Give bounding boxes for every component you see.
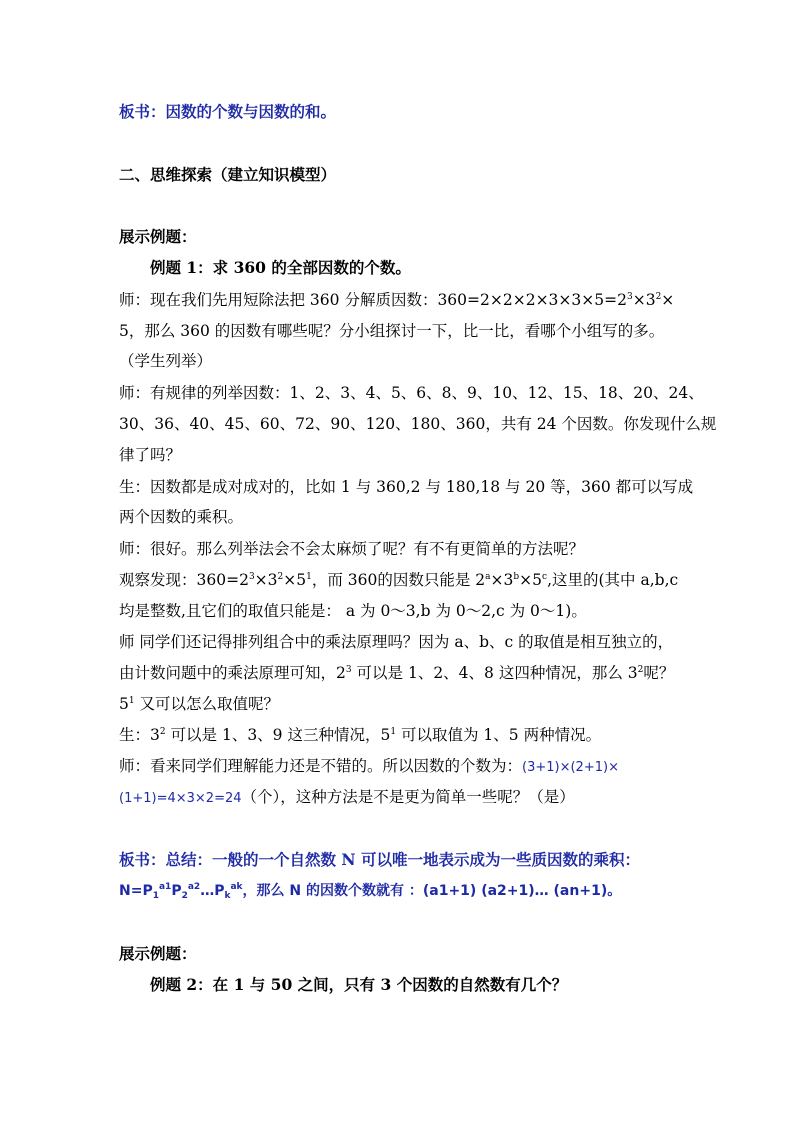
paragraph-line: 师：现在我们先用短除法把 360 分解质因数：$360=2\times 2\times 2\times 3\times 3\times 5=2^3\times 3^2\times$ <box>119 291 675 309</box>
board-heading: 板书：因数的个数与因数的和。 <box>119 102 337 121</box>
section-title: 二、思维探索（建立知识模型） <box>119 165 337 184</box>
summary-heading: 板书：总结：一般的一个自然数 N 可以唯一地表示成为一些质因数的乘积： <box>119 850 640 869</box>
paragraph-line: 5，那么 360 的因数有哪些呢？分小组探讨一下，比一比，看哪个小组写的多。 <box>119 322 665 340</box>
paragraph-line: 两个因数的乘积。 <box>119 508 244 526</box>
paragraph-line: 生：因数都是成对成对的，比如 1 与 360,2 与 180,18 与 20 等，360 都可以写成 <box>119 478 694 496</box>
paragraph-line: 师：有规律的列举因数：1、2、3、4、5、6、8、9、10、12、15、18、20、24、 <box>119 384 704 402</box>
paragraph-line: (1+1)=4×3×2=24（个），这种方法是不是更为简单一些呢？（是） <box>119 788 575 806</box>
paragraph-line: 均是整数,且它们的取值只能是： a 为 0～3,b 为 0～2,c 为 0～1)。 <box>119 602 587 620</box>
paragraph-line: 观察发现：$360=2^3\times 3^2\times 5^1$，而 360的因数只能是 $2^a\times 3^b\times 5^c$,这里的(其中 a,b,c <box>119 571 679 589</box>
example-2: 例题 2：在 1 与 50 之间，只有 3 个因数的自然数有几个？ <box>150 975 568 994</box>
example-label: 展示例题： <box>119 944 197 963</box>
paragraph-line: 由计数问题中的乘法原理可知，$2^3$ 可以是 1、2、4、8 这四种情况，那么 $3^2$呢？ <box>119 664 675 682</box>
example-1: 例题 1：求 360 的全部因数的个数。 <box>150 258 411 277</box>
paragraph-line: 律了吗？ <box>119 446 182 464</box>
example-label: 展示例题： <box>119 227 197 246</box>
paragraph-line: $5^1$ 又可以怎么取值呢？ <box>119 695 280 713</box>
paragraph-line: 师：看来同学们理解能力还是不错的。所以因数的个数为：(3+1)×(2+1)× <box>119 757 619 775</box>
paragraph-line: 师：很好。那么列举法会不会太麻烦了呢？有不有更简单的方法呢？ <box>119 540 585 558</box>
paragraph-line: 30、36、40、45、60、72、90、120、180、360，共有 24 个因数。你发现什么规 <box>119 415 717 433</box>
paragraph-line: 师 同学们还记得排列组合中的乘法原理吗？因为 a、b、c 的取值是相互独立的， <box>119 633 674 651</box>
paragraph-line: 生：$3^2$ 可以是 1、3、9 这三种情况，$5^1$ 可以取值为 1、5 两种情况。 <box>119 726 602 744</box>
summary-formula: $N=P_1^{a1}P_2^{a2}\dots P_k^{ak}$，那么 N 的因数个数就有 ：(a1+1) (a2+1)… (an+1)。 <box>119 882 622 901</box>
paragraph-line: （学生列举） <box>119 352 213 370</box>
